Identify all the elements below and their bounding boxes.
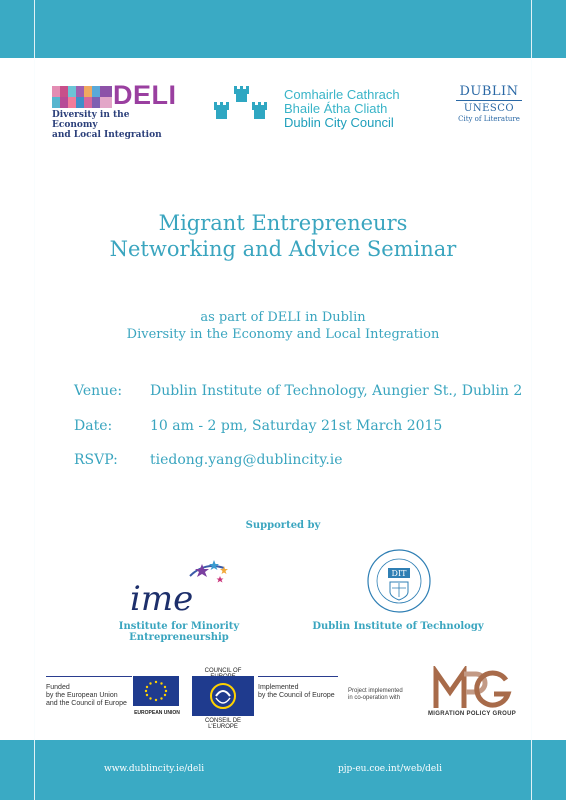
date-value: 10 am - 2 pm, Saturday 21st March 2015 [150, 418, 443, 434]
unesco-line-1: DUBLIN [456, 84, 522, 101]
left-rule [34, 0, 35, 800]
castle-icon [212, 84, 272, 126]
rsvp-email-link[interactable]: tiedong.yang@dublincity.ie [150, 452, 343, 468]
eu-label: EUROPEAN UNION [134, 710, 180, 716]
deli-sub-line-1: Diversity in the Economy [52, 110, 130, 130]
rsvp-row [74, 452, 343, 468]
eu-text-1: Funded [46, 684, 70, 691]
proj-line-1: Project implemented [348, 688, 403, 694]
subtitle-line-1: as part of DELI in Dublin [200, 310, 366, 325]
dit-crest-icon [366, 548, 432, 614]
dcc-line-2: Bhaile Átha Cliath [284, 101, 388, 116]
ime-caption: Institute for Minority Entrepreneurship [118, 621, 240, 643]
dit-caption: Dublin Institute of Technology [312, 621, 484, 632]
footer-link-coe[interactable]: pjp-eu.coe.int/web/deli [338, 764, 442, 774]
title-line-1: Migrant Entrepreneurs [158, 211, 408, 235]
ime-logo-text: ime [130, 579, 194, 618]
supported-by-label: Supported by [245, 520, 321, 531]
impl-line-1: Implemented [258, 684, 299, 691]
date-row [74, 418, 442, 434]
title-line-2: Networking and Advice Seminar [109, 237, 457, 261]
ime-logo-icon [128, 558, 238, 618]
coe-top-label: COUNCIL OF EUROPE [204, 668, 242, 680]
dcc-line-3: Dublin City Council [284, 115, 394, 130]
unesco-line-2: UNESCO [463, 103, 515, 114]
venue-row [74, 383, 522, 399]
dcc-logo-text [284, 88, 400, 130]
impl-rule [258, 676, 338, 677]
bottom-band [0, 740, 566, 800]
deli-sub-line-2: and Local Integration [52, 130, 162, 140]
eu-rule [46, 676, 132, 677]
deli-logo-subtitle [52, 110, 172, 140]
coe-flag-icon [192, 676, 254, 716]
date-label: Date: [74, 418, 113, 434]
impl-line-2: by the Council of Europe [258, 692, 335, 699]
eu-text-3: and the Council of Europe [46, 700, 127, 707]
proj-line-2: in co-operation with [348, 695, 401, 701]
page-subtitle [0, 309, 566, 343]
dit-logo-text: DIT [391, 569, 407, 578]
eu-funding-text [46, 684, 127, 708]
dcc-line-1: Comhairle Cathrach [284, 87, 400, 102]
unesco-line-3: City of Literature [458, 115, 520, 123]
eu-text-2: by the European Union [46, 692, 118, 699]
rsvp-label: RSVP: [74, 452, 118, 468]
mpg-logo-icon [432, 666, 512, 710]
venue-label: Venue: [74, 383, 123, 399]
implemented-text [258, 684, 335, 700]
page-title [0, 210, 566, 262]
right-rule [531, 0, 532, 800]
footer-link-dublincity[interactable]: www.dublincity.ie/deli [104, 764, 205, 774]
project-text [348, 688, 403, 702]
top-band [0, 0, 566, 58]
deli-mosaic-icon [52, 86, 112, 108]
deli-logo-word: DELI [113, 80, 177, 110]
eu-flag-icon [133, 676, 179, 706]
unesco-logo [456, 84, 522, 123]
mpg-caption: MIGRATION POLICY GROUP [427, 711, 517, 717]
venue-value: Dublin Institute of Technology, Aungier St., Dublin 2 [150, 383, 523, 399]
coe-bottom-label: CONSEIL DE L'EUROPE [204, 718, 242, 730]
subtitle-line-2: Diversity in the Economy and Local Integration [126, 327, 440, 342]
